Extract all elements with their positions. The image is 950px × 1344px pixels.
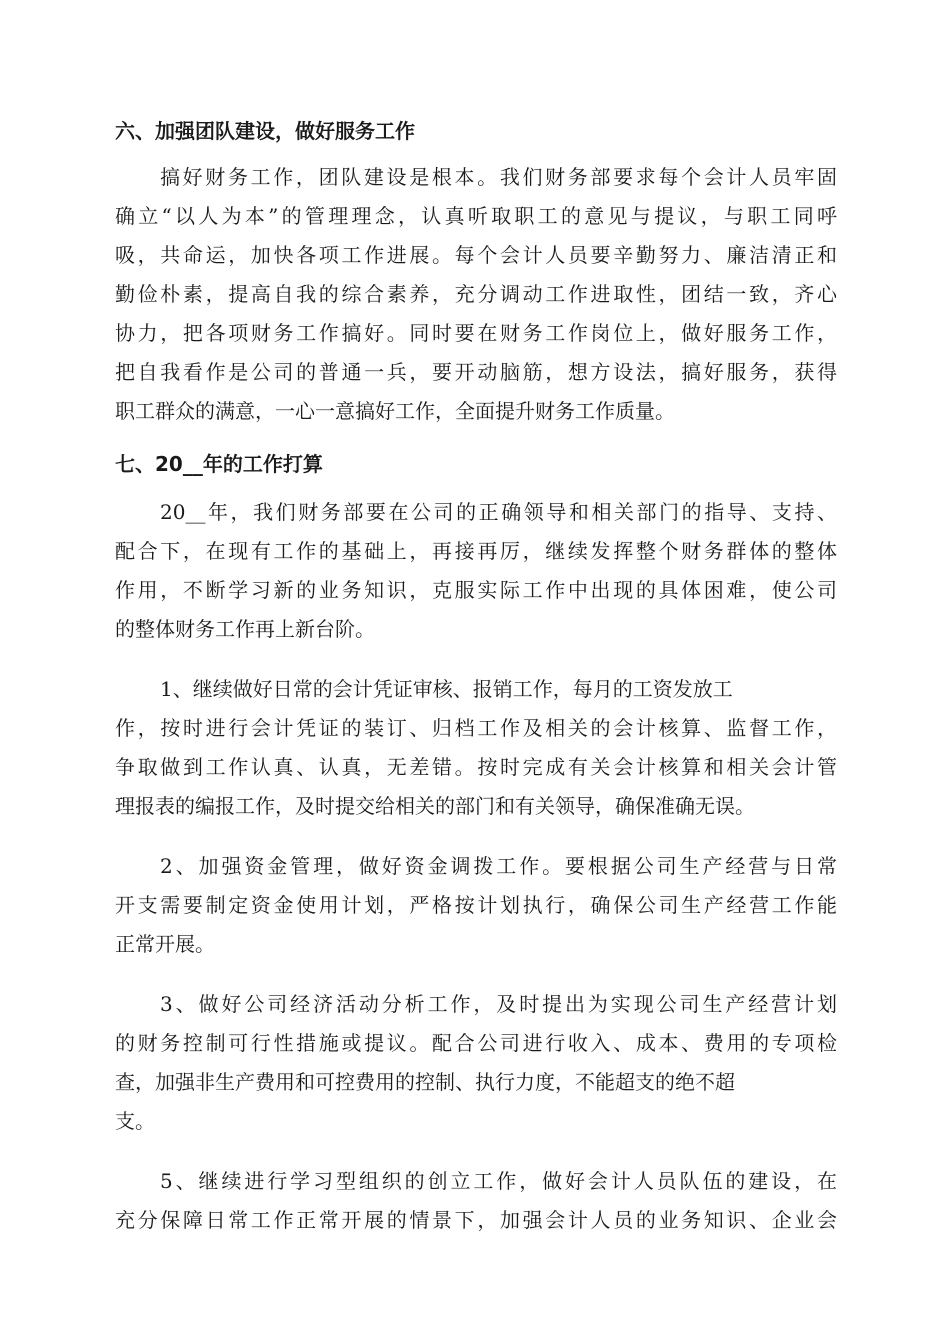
text-line: 协力，把各项财务工作搞好。同时要在财务工作岗位上，做好服务工作， [115,321,837,345]
text-line: 作，按时进行会计凭证的装订、归档工作及相关的会计核算、监督工作， [115,716,837,740]
paragraph-item-2 [115,847,837,964]
text-line: 5、继续进行学习型组织的创立工作，做好会计人员队伍的建设，在 [160,1169,837,1193]
text-line: 1、继续做好日常的会计凭证审核、报销工作，每月的工资发放工 [160,677,733,701]
text-line: 搞好财务工作，团队建设是根本。我们财务部要求每个会计人员牢固 [160,165,837,189]
section-heading-7: 七、20__年的工作打算 [115,452,323,476]
text-line: 3、做好公司经济活动分析工作，及时提出为实现公司生产经营计划 [160,992,837,1016]
text-line: 支。 [115,1109,155,1133]
text-line: 确立“以人为本”的管理理念，认真听取职工的意见与提议，与职工同呼 [115,204,837,228]
text-line: 职工群众的满意，一心一意搞好工作，全面提升财务工作质量。 [115,399,675,423]
text-line: 2、加强资金管理，做好资金调拨工作。要根据公司生产经营与日常 [160,854,837,878]
text-line: 吸，共命运，加快各项工作进展。每个会计人员要辛勤努力、廉洁清正和 [115,243,837,267]
paragraph-work-plan-intro [115,493,837,649]
text-line: 正常开展。 [115,932,215,956]
text-line: 的财务控制可行性措施或提议。配合公司进行收入、成本、费用的专项检 [115,1031,837,1055]
text-line: 把自我看作是公司的普通一兵，要开动脑筋，想方设法，搞好服务，获得 [115,360,837,384]
text-line: 20__年，我们财务部要在公司的正确领导和相关部门的指导、支持、 [160,500,837,524]
text-line: 的整体财务工作再上新台阶。 [115,617,375,641]
text-line: 作用，不断学习新的业务知识，克服实际工作中出现的具体困难，使公司 [115,578,837,602]
paragraph-item-3 [115,985,837,1141]
paragraph-item-5 [115,1162,837,1240]
text-line: 配合下，在现有工作的基础上，再接再厉，继续发挥整个财务群体的整体 [115,539,837,563]
text-line: 查，加强非生产费用和可控费用的控制、执行力度，不能超支的绝不超 [115,1070,735,1094]
paragraph-item-1 [115,670,837,826]
text-line: 开支需要制定资金使用计划，严格按计划执行，确保公司生产经营工作能 [115,893,837,917]
text-line: 勤俭朴素，提高自我的综合素养，充分调动工作进取性，团结一致，齐心 [115,282,837,306]
text-line: 争取做到工作认真、认真，无差错。按时完成有关会计核算和相关会计管 [115,755,837,779]
section-heading-6: 六、加强团队建设，做好服务工作 [115,119,415,143]
text-line: 充分保障日常工作正常开展的情景下，加强会计人员的业务知识、企业会 [115,1208,837,1232]
text-line: 理报表的编报工作，及时提交给相关的部门和有关领导，确保准确无误。 [115,794,755,818]
document-body [115,112,837,1240]
paragraph-team-building [115,158,837,431]
